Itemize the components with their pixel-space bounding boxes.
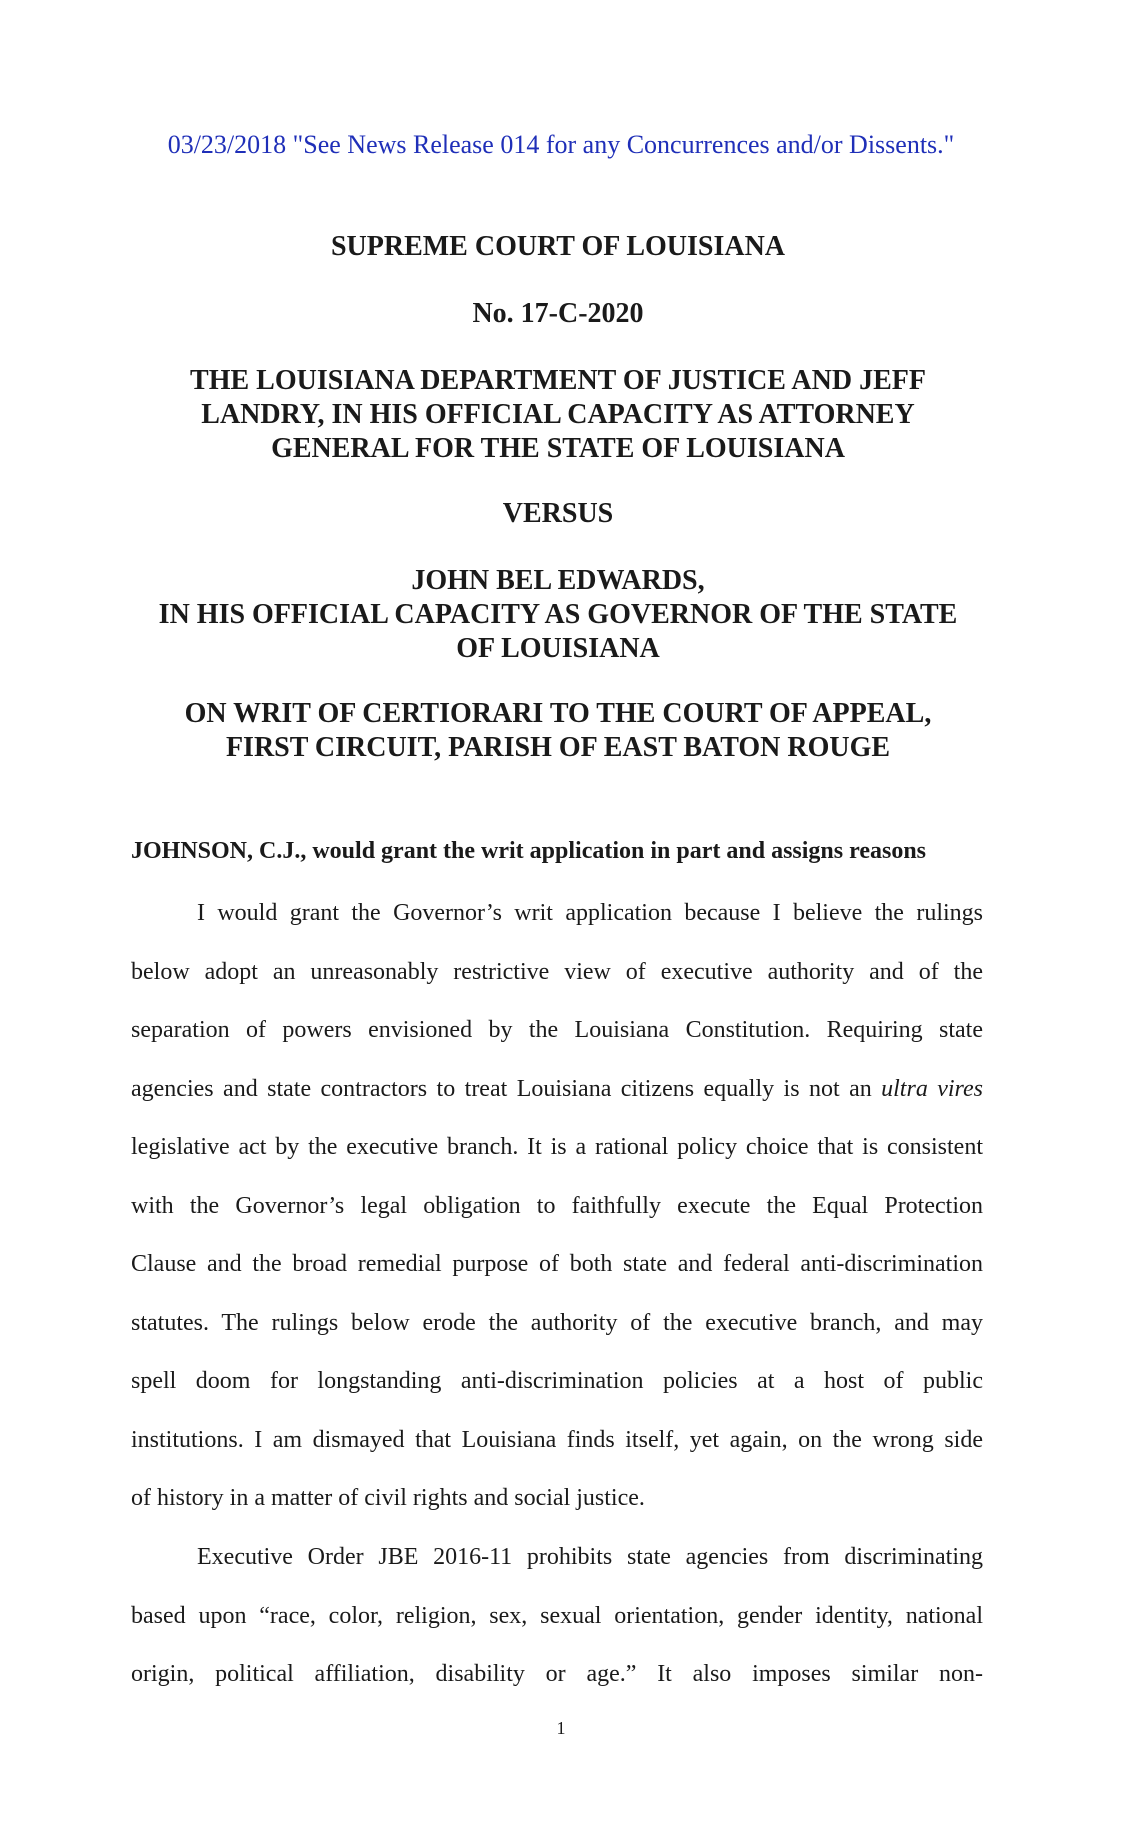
release-notice: 03/23/2018 "See News Release 014 for any Concurrences and/or Dissents." <box>167 130 955 159</box>
plaintiff-caption <box>120 364 996 466</box>
body-line: of history in a matter of civil rights and social justice. <box>131 1485 645 1511</box>
plaintiff-line: GENERAL FOR THE STATE OF LOUISIANA <box>271 433 845 464</box>
writ-line: ON WRIT OF CERTIORARI TO THE COURT OF APPEAL, <box>184 698 932 729</box>
paragraph-2 <box>131 1528 983 1704</box>
court-name <box>120 230 996 264</box>
docket-number <box>120 297 996 331</box>
body-line: legislative act by the executive branch. It is a rational policy choice that is consistent <box>131 1134 983 1160</box>
body-line: I would grant the Governor’s writ application because I believe the rulings <box>197 900 983 926</box>
body-line: Clause and the broad remedial purpose of both state and federal anti-discrimination <box>131 1251 983 1277</box>
versus-label <box>120 497 996 531</box>
defendant-caption <box>120 564 996 666</box>
author-statement: JOHNSON, C.J., would grant the writ application in part and assigns reasons <box>131 838 926 864</box>
body-line: below adopt an unreasonably restrictive view of executive authority and of the <box>131 958 983 985</box>
docket-number-text: No. 17-C-2020 <box>472 298 644 329</box>
body-line: separation of powers envisioned by the Louisiana Constitution. Requiring state <box>131 1017 983 1043</box>
defendant-line: IN HIS OFFICIAL CAPACITY AS GOVERNOR OF THE STATE <box>158 599 958 630</box>
writ-caption <box>120 697 996 765</box>
body-line-segment: agencies and state contractors to treat Louisiana citizens equally is not an <box>131 1075 882 1102</box>
plaintiff-line: THE LOUISIANA DEPARTMENT OF JUSTICE AND JEFF <box>190 365 926 396</box>
body-line: statutes. The rulings below erode the authority of the executive branch, and may <box>131 1309 983 1336</box>
page-number: 1 <box>556 1718 566 1738</box>
body-line: with the Governor’s legal obligation to faithfully execute the Equal Protection <box>131 1192 983 1219</box>
body-line: spell doom for longstanding anti-discrimination policies at a host of public <box>131 1368 983 1394</box>
body-line: institutions. I am dismayed that Louisiana finds itself, yet again, on the wrong side <box>131 1426 983 1453</box>
plaintiff-line: LANDRY, IN HIS OFFICIAL CAPACITY AS ATTORNEY <box>201 399 915 430</box>
paragraph-1 <box>131 884 983 1528</box>
body-line: Executive Order JBE 2016-11 prohibits state agencies from discriminating <box>197 1544 983 1570</box>
defendant-line: OF LOUISIANA <box>456 633 660 664</box>
body-line: based upon “race, color, religion, sex, sexual orientation, gender identity, national <box>131 1602 983 1629</box>
body-line: origin, political affiliation, disability or age.” It also imposes similar non- <box>131 1661 983 1687</box>
body-line <box>131 1060 983 1119</box>
italic-term: ultra vires <box>881 1075 983 1102</box>
versus-text: VERSUS <box>502 498 614 529</box>
court-name-text: SUPREME COURT OF LOUISIANA <box>330 231 786 262</box>
defendant-line: JOHN BEL EDWARDS, <box>411 565 705 596</box>
writ-line: FIRST CIRCUIT, PARISH OF EAST BATON ROUGE <box>225 732 891 763</box>
